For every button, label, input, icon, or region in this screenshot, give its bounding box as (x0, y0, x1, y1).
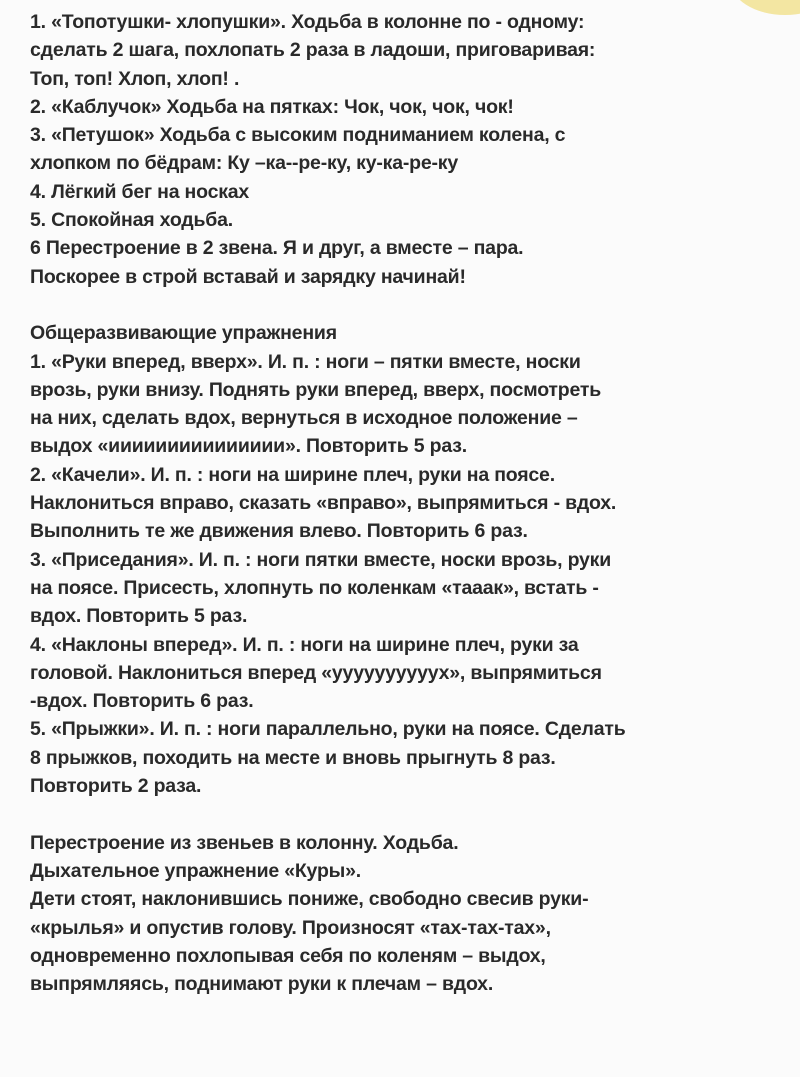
text-line: одновременно похлопывая себя по коленям – выдох, (30, 944, 546, 967)
text-line: головой. Наклониться вперед «уууууууууух», выпрямиться (30, 661, 602, 684)
text-line: 6 Перестроение в 2 звена. Я и друг, а вместе – пара. (30, 237, 524, 260)
text-line: 3. «Приседания». И. п. : ноги пятки вместе, носки врозь, руки (30, 548, 612, 571)
text-line: 2. «Качели». И. п. : ноги на ширине плеч, руки на поясе. (30, 463, 555, 486)
text-line: сделать 2 шага, похлопать 2 раза в ладоши, приговаривая: (30, 39, 596, 62)
document-text (30, 8, 775, 998)
text-line: Повторить 2 раза. (30, 775, 202, 798)
paragraph-gap (30, 800, 775, 828)
text-line: 8 прыжков, походить на месте и вновь прыгнуть 8 раз. (30, 746, 556, 769)
text-line: Дети стоят, наклонившись пониже, свободно свесив руки- (30, 888, 589, 911)
text-line: 1. «Топотушки- хлопушки». Ходьба в колонне по - одному: (30, 11, 585, 33)
text-line: «крылья» и опустив голову. Произносят «тах-тах-тах», (30, 916, 551, 939)
text-line: Дыхательное упражнение «Куры». (30, 859, 361, 882)
text-line: выпрямляясь, поднимают руки к плечам – вдох. (30, 973, 494, 996)
text-line: 4. «Наклоны вперед». И. п. : ноги на ширине плеч, руки за (30, 633, 579, 656)
section-heading: Общеразвивающие упражнения (30, 322, 337, 345)
text-line: хлопком по бёдрам: Ку –ка--ре-ку, ку-ка-ре-ку (30, 152, 459, 175)
text-line: Перестроение из звеньев в колонну. Ходьба. (30, 831, 459, 854)
text-line: Топ, топ! Хлоп, хлоп! . (30, 67, 240, 90)
text-line: на поясе. Присесть, хлопнуть по коленкам «тааак», встать - (30, 576, 599, 599)
text-line: на них, сделать вдох, вернуться в исходное положение – (30, 407, 578, 430)
text-line: Выполнить те же движения влево. Повторить 6 раз. (30, 520, 528, 543)
text-line: 1. «Руки вперед, вверх». И. п. : ноги – пятки вместе, носки (30, 350, 581, 373)
paragraph-gap (30, 291, 775, 319)
text-line: 2. «Каблучок» Ходьба на пятках: Чок, чок, чок, чок! (30, 95, 514, 118)
text-line: -вдох. Повторить 6 раз. (30, 690, 254, 713)
text-line: выдох «иииииииииииииии». Повторить 5 раз. (30, 435, 467, 458)
text-line: врозь, руки внизу. Поднять руки вперед, вверх, посмотреть (30, 378, 602, 401)
text-line: 5. «Прыжки». И. п. : ноги параллельно, руки на поясе. Сделать (30, 718, 626, 741)
text-line: вдох. Повторить 5 раз. (30, 605, 248, 628)
text-line: 4. Лёгкий бег на носках (30, 180, 250, 203)
text-line: Поскорее в строй вставай и зарядку начинай! (30, 265, 466, 288)
text-line: 5. Спокойная ходьба. (30, 209, 233, 232)
text-line: 3. «Петушок» Ходьба с высоким подниманием колена, с (30, 124, 566, 147)
text-line: Наклониться вправо, сказать «вправо», выпрямиться - вдох. (30, 492, 617, 515)
